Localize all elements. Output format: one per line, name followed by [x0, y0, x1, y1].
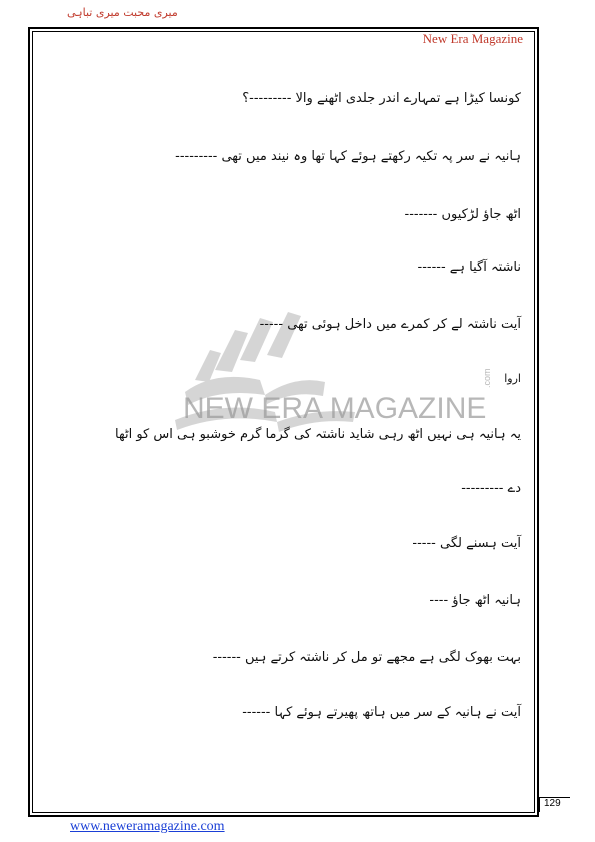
watermark-text: NEW ERA MAGAZINE	[183, 392, 487, 425]
text-line: ہانیہ اٹھ جاؤ ----	[429, 593, 521, 608]
footer-website-link[interactable]: www.neweramagazine.com	[70, 819, 225, 834]
text-line: ناشتہ آگیا ہے ------	[417, 260, 521, 275]
page-number: 129	[544, 798, 561, 809]
text-line: اروا	[504, 372, 521, 385]
watermark-suffix: .com	[482, 368, 492, 388]
text-line: آیت ہسنے لگی -----	[412, 536, 521, 551]
text-line: اٹھ جاؤ لڑکیوں -------	[404, 207, 521, 222]
text-line: آیت ناشتہ لے کر کمرے میں داخل ہوئی تھی -----	[259, 317, 521, 332]
novel-title: میری محبت میری تباہی	[67, 6, 178, 19]
text-line: یہ ہانیہ ہی نہیں اٹھ رہی شاید ناشتہ کی گرما گرم خوشبو ہی اس کو اٹھا	[115, 427, 521, 442]
text-line: دے ---------	[461, 481, 521, 496]
magazine-name: New Era Magazine	[422, 31, 523, 46]
text-line: بہت بھوک لگی ہے مجھے تو مل کر ناشتہ کرتے ہیں ------	[212, 650, 521, 665]
text-line: کونسا کیڑا ہے تمہارے اندر جلدی اٹھنے والا ---------؟	[242, 91, 521, 106]
text-line: آیت نے ہانیہ کے سر میں ہاتھ پھیرتے ہوئے کہا ------	[242, 705, 521, 720]
text-line: ہانیہ نے سر پہ تکیہ رکھتے ہوئے کہا تھا وہ نیند میں تھی ---------	[175, 149, 521, 164]
